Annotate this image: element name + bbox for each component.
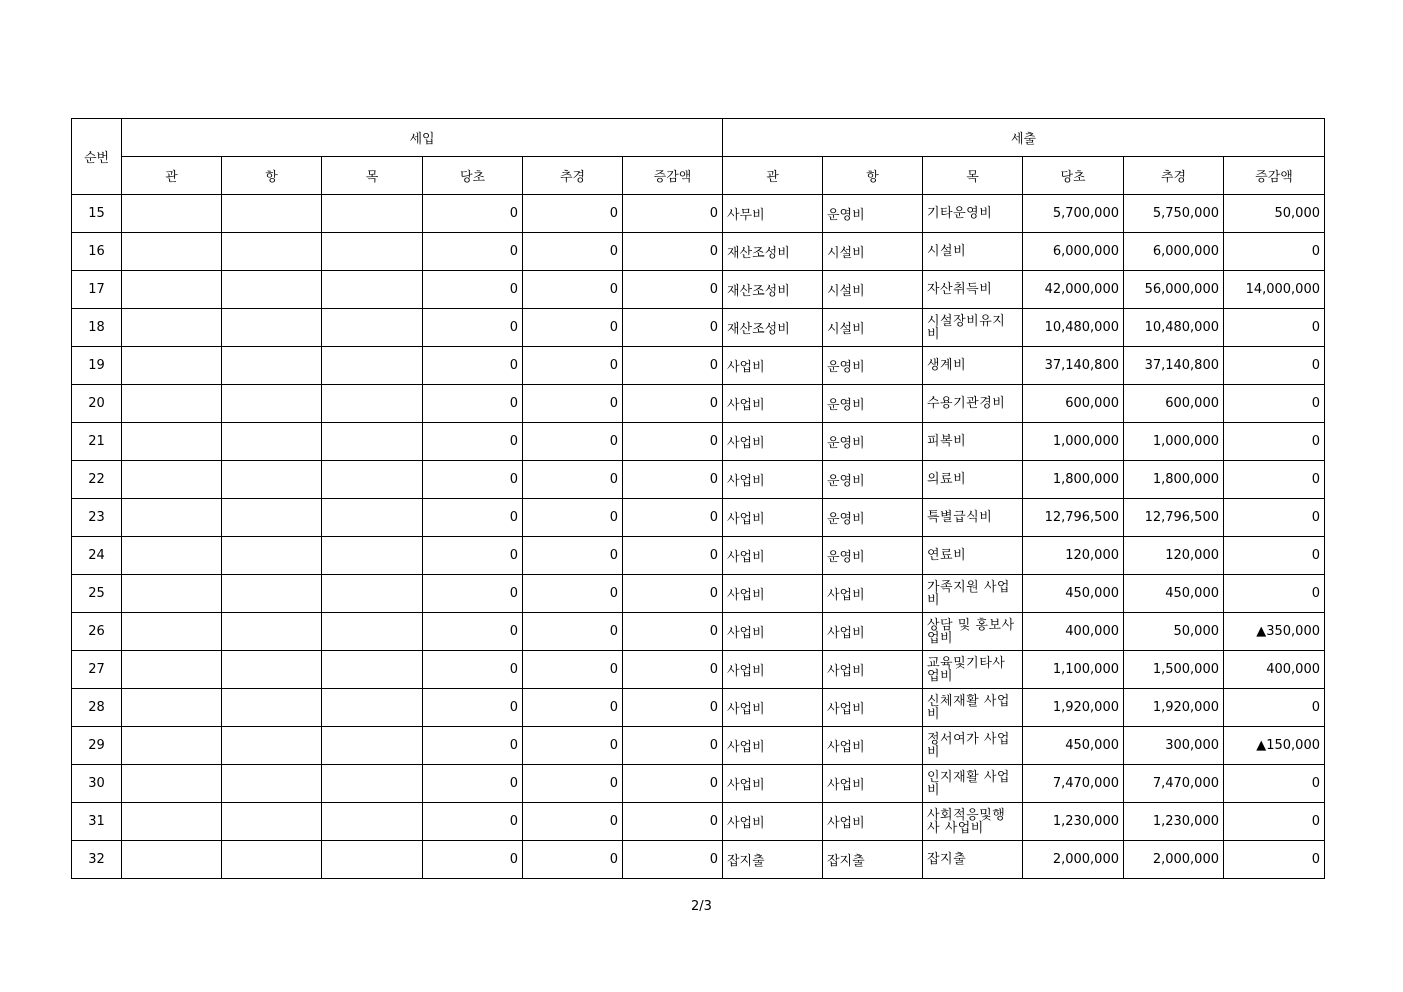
table-row <box>72 765 1325 803</box>
cell-expense-initial: 42,000,000 <box>1023 271 1124 309</box>
cell-expense-initial: 1,920,000 <box>1023 689 1124 727</box>
cell-expense-revised: 1,920,000 <box>1124 689 1224 727</box>
cell-income-hang <box>222 841 322 879</box>
cell-income-gwan <box>122 461 222 499</box>
cell-expense-initial: 12,796,500 <box>1023 499 1124 537</box>
cell-expense-diff: 50,000 <box>1224 195 1325 233</box>
cell-income-gwan <box>122 423 222 461</box>
cell-expense-gwan: 사업비 <box>723 385 823 423</box>
cell-expense-revised: 6,000,000 <box>1124 233 1224 271</box>
cell-seq: 15 <box>72 195 122 233</box>
cell-expense-initial: 600,000 <box>1023 385 1124 423</box>
cell-income-revised: 0 <box>523 537 623 575</box>
cell-income-gwan <box>122 233 222 271</box>
cell-expense-gwan: 사업비 <box>723 803 823 841</box>
cell-expense-gwan: 사업비 <box>723 575 823 613</box>
cell-income-diff: 0 <box>623 385 723 423</box>
cell-expense-initial: 450,000 <box>1023 575 1124 613</box>
cell-income-initial: 0 <box>423 651 523 689</box>
header-seq: 순번 <box>72 119 122 195</box>
cell-income-gwan <box>122 537 222 575</box>
cell-expense-gwan: 사업비 <box>723 537 823 575</box>
cell-seq: 16 <box>72 233 122 271</box>
cell-income-initial: 0 <box>423 347 523 385</box>
cell-income-mok <box>322 689 423 727</box>
cell-income-diff: 0 <box>623 537 723 575</box>
cell-income-diff: 0 <box>623 233 723 271</box>
cell-income-mok <box>322 233 423 271</box>
cell-expense-mok: 상담 및 홍보사업비 <box>923 613 1023 651</box>
cell-income-revised: 0 <box>523 233 623 271</box>
cell-expense-hang: 운영비 <box>823 347 923 385</box>
cell-expense-gwan: 잡지출 <box>723 841 823 879</box>
cell-seq: 18 <box>72 309 122 347</box>
cell-expense-diff: 0 <box>1224 309 1325 347</box>
cell-expense-revised: 600,000 <box>1124 385 1224 423</box>
budget-table <box>71 118 1325 879</box>
table-row <box>72 651 1325 689</box>
cell-expense-gwan: 사업비 <box>723 461 823 499</box>
cell-income-gwan <box>122 765 222 803</box>
cell-seq: 31 <box>72 803 122 841</box>
cell-expense-mok: 피복비 <box>923 423 1023 461</box>
cell-expense-revised: 10,480,000 <box>1124 309 1224 347</box>
header-expense-hang: 항 <box>823 157 923 195</box>
cell-income-mok <box>322 765 423 803</box>
cell-expense-mok: 정서여가 사업비 <box>923 727 1023 765</box>
cell-income-hang <box>222 537 322 575</box>
cell-expense-revised: 1,500,000 <box>1124 651 1224 689</box>
cell-income-mok <box>322 385 423 423</box>
cell-seq: 24 <box>72 537 122 575</box>
cell-income-hang <box>222 461 322 499</box>
cell-income-revised: 0 <box>523 765 623 803</box>
cell-income-gwan <box>122 651 222 689</box>
cell-income-hang <box>222 803 322 841</box>
cell-expense-gwan: 사업비 <box>723 689 823 727</box>
cell-expense-initial: 7,470,000 <box>1023 765 1124 803</box>
cell-expense-hang: 사업비 <box>823 575 923 613</box>
cell-income-revised: 0 <box>523 385 623 423</box>
cell-income-hang <box>222 233 322 271</box>
cell-expense-revised: 120,000 <box>1124 537 1224 575</box>
cell-expense-revised: 7,470,000 <box>1124 765 1224 803</box>
cell-seq: 29 <box>72 727 122 765</box>
cell-income-diff: 0 <box>623 575 723 613</box>
cell-seq: 23 <box>72 499 122 537</box>
cell-expense-initial: 1,000,000 <box>1023 423 1124 461</box>
cell-income-revised: 0 <box>523 689 623 727</box>
header-expense-group: 세출 <box>723 119 1325 157</box>
cell-expense-hang: 운영비 <box>823 195 923 233</box>
cell-income-initial: 0 <box>423 689 523 727</box>
cell-expense-mok: 가족지원 사업비 <box>923 575 1023 613</box>
table-row <box>72 195 1325 233</box>
cell-expense-gwan: 재산조성비 <box>723 271 823 309</box>
cell-income-initial: 0 <box>423 233 523 271</box>
cell-expense-hang: 운영비 <box>823 499 923 537</box>
cell-expense-diff: 0 <box>1224 841 1325 879</box>
cell-expense-diff: 0 <box>1224 385 1325 423</box>
header-income-group: 세입 <box>122 119 723 157</box>
cell-expense-initial: 37,140,800 <box>1023 347 1124 385</box>
cell-expense-revised: 5,750,000 <box>1124 195 1224 233</box>
cell-expense-revised: 450,000 <box>1124 575 1224 613</box>
cell-income-hang <box>222 765 322 803</box>
cell-income-mok <box>322 423 423 461</box>
cell-income-initial: 0 <box>423 309 523 347</box>
cell-expense-mok: 시설장비유지비 <box>923 309 1023 347</box>
cell-expense-initial: 2,000,000 <box>1023 841 1124 879</box>
table-row <box>72 347 1325 385</box>
cell-expense-mok: 자산취득비 <box>923 271 1023 309</box>
cell-expense-initial: 10,480,000 <box>1023 309 1124 347</box>
cell-income-diff: 0 <box>623 347 723 385</box>
header-row-groups <box>72 119 1325 157</box>
table-row <box>72 727 1325 765</box>
header-row-columns <box>72 157 1325 195</box>
cell-expense-gwan: 사업비 <box>723 651 823 689</box>
header-income-mok: 목 <box>322 157 423 195</box>
cell-expense-gwan: 사업비 <box>723 347 823 385</box>
table-row <box>72 461 1325 499</box>
cell-expense-mok: 수용기관경비 <box>923 385 1023 423</box>
cell-expense-diff: ▲350,000 <box>1224 613 1325 651</box>
cell-income-hang <box>222 347 322 385</box>
cell-seq: 20 <box>72 385 122 423</box>
cell-income-gwan <box>122 613 222 651</box>
cell-income-initial: 0 <box>423 613 523 651</box>
cell-expense-revised: 56,000,000 <box>1124 271 1224 309</box>
cell-seq: 28 <box>72 689 122 727</box>
cell-expense-gwan: 사업비 <box>723 613 823 651</box>
cell-income-diff: 0 <box>623 195 723 233</box>
cell-income-diff: 0 <box>623 309 723 347</box>
cell-seq: 19 <box>72 347 122 385</box>
cell-income-mok <box>322 195 423 233</box>
cell-expense-hang: 시설비 <box>823 309 923 347</box>
cell-income-gwan <box>122 385 222 423</box>
cell-seq: 25 <box>72 575 122 613</box>
cell-expense-initial: 400,000 <box>1023 613 1124 651</box>
cell-income-mok <box>322 727 423 765</box>
cell-expense-gwan: 사업비 <box>723 765 823 803</box>
cell-income-diff: 0 <box>623 727 723 765</box>
cell-income-revised: 0 <box>523 803 623 841</box>
cell-income-gwan <box>122 309 222 347</box>
cell-income-initial: 0 <box>423 499 523 537</box>
cell-income-revised: 0 <box>523 347 623 385</box>
cell-income-diff: 0 <box>623 651 723 689</box>
cell-expense-revised: 1,800,000 <box>1124 461 1224 499</box>
cell-expense-revised: 1,000,000 <box>1124 423 1224 461</box>
header-expense-initial: 당초 <box>1023 157 1124 195</box>
cell-income-diff: 0 <box>623 689 723 727</box>
table-row <box>72 309 1325 347</box>
cell-expense-revised: 1,230,000 <box>1124 803 1224 841</box>
cell-expense-revised: 12,796,500 <box>1124 499 1224 537</box>
cell-seq: 17 <box>72 271 122 309</box>
header-expense-diff: 증감액 <box>1224 157 1325 195</box>
cell-expense-hang: 사업비 <box>823 765 923 803</box>
cell-expense-diff: 0 <box>1224 803 1325 841</box>
cell-income-hang <box>222 727 322 765</box>
table-row <box>72 575 1325 613</box>
cell-income-initial: 0 <box>423 537 523 575</box>
cell-expense-diff: ▲150,000 <box>1224 727 1325 765</box>
cell-expense-diff: 0 <box>1224 765 1325 803</box>
cell-income-hang <box>222 309 322 347</box>
cell-income-gwan <box>122 271 222 309</box>
cell-income-mok <box>322 537 423 575</box>
cell-income-revised: 0 <box>523 841 623 879</box>
cell-expense-hang: 사업비 <box>823 803 923 841</box>
cell-expense-diff: 0 <box>1224 689 1325 727</box>
cell-expense-diff: 0 <box>1224 423 1325 461</box>
table-row <box>72 271 1325 309</box>
cell-expense-hang: 잡지출 <box>823 841 923 879</box>
cell-expense-diff: 0 <box>1224 575 1325 613</box>
cell-income-diff: 0 <box>623 499 723 537</box>
cell-income-diff: 0 <box>623 841 723 879</box>
cell-income-diff: 0 <box>623 271 723 309</box>
table-row <box>72 613 1325 651</box>
cell-expense-hang: 사업비 <box>823 651 923 689</box>
cell-income-initial: 0 <box>423 461 523 499</box>
cell-income-gwan <box>122 689 222 727</box>
cell-expense-mok: 인지재활 사업비 <box>923 765 1023 803</box>
cell-seq: 22 <box>72 461 122 499</box>
cell-expense-initial: 5,700,000 <box>1023 195 1124 233</box>
cell-income-revised: 0 <box>523 651 623 689</box>
cell-income-diff: 0 <box>623 613 723 651</box>
cell-income-revised: 0 <box>523 423 623 461</box>
cell-income-initial: 0 <box>423 727 523 765</box>
cell-income-revised: 0 <box>523 195 623 233</box>
cell-income-hang <box>222 271 322 309</box>
cell-income-hang <box>222 613 322 651</box>
cell-income-diff: 0 <box>623 765 723 803</box>
cell-income-gwan <box>122 575 222 613</box>
cell-income-mok <box>322 347 423 385</box>
cell-expense-diff: 14,000,000 <box>1224 271 1325 309</box>
cell-income-initial: 0 <box>423 575 523 613</box>
cell-income-initial: 0 <box>423 271 523 309</box>
cell-expense-mok: 시설비 <box>923 233 1023 271</box>
cell-expense-gwan: 사무비 <box>723 195 823 233</box>
cell-expense-initial: 1,230,000 <box>1023 803 1124 841</box>
cell-expense-diff: 0 <box>1224 537 1325 575</box>
cell-expense-hang: 운영비 <box>823 537 923 575</box>
cell-expense-mok: 잡지출 <box>923 841 1023 879</box>
cell-expense-diff: 0 <box>1224 461 1325 499</box>
cell-income-revised: 0 <box>523 575 623 613</box>
cell-expense-diff: 0 <box>1224 499 1325 537</box>
cell-expense-diff: 400,000 <box>1224 651 1325 689</box>
cell-income-gwan <box>122 347 222 385</box>
cell-income-mok <box>322 613 423 651</box>
table-row <box>72 233 1325 271</box>
cell-expense-initial: 1,800,000 <box>1023 461 1124 499</box>
cell-expense-hang: 운영비 <box>823 385 923 423</box>
cell-seq: 30 <box>72 765 122 803</box>
cell-income-initial: 0 <box>423 841 523 879</box>
cell-income-mok <box>322 309 423 347</box>
cell-expense-revised: 2,000,000 <box>1124 841 1224 879</box>
cell-expense-gwan: 사업비 <box>723 423 823 461</box>
header-expense-mok: 목 <box>923 157 1023 195</box>
cell-income-initial: 0 <box>423 385 523 423</box>
cell-income-hang <box>222 499 322 537</box>
cell-expense-mok: 신체재활 사업비 <box>923 689 1023 727</box>
cell-income-hang <box>222 195 322 233</box>
cell-income-hang <box>222 423 322 461</box>
cell-income-gwan <box>122 499 222 537</box>
cell-income-mok <box>322 461 423 499</box>
cell-income-gwan <box>122 727 222 765</box>
cell-income-hang <box>222 651 322 689</box>
header-income-revised: 추경 <box>523 157 623 195</box>
cell-expense-hang: 사업비 <box>823 689 923 727</box>
header-expense-revised: 추경 <box>1124 157 1224 195</box>
cell-income-mok <box>322 575 423 613</box>
cell-income-hang <box>222 385 322 423</box>
cell-income-initial: 0 <box>423 423 523 461</box>
cell-expense-mok: 기타운영비 <box>923 195 1023 233</box>
cell-expense-initial: 1,100,000 <box>1023 651 1124 689</box>
cell-expense-gwan: 재산조성비 <box>723 233 823 271</box>
table-row <box>72 423 1325 461</box>
cell-income-mok <box>322 499 423 537</box>
cell-expense-diff: 0 <box>1224 347 1325 385</box>
cell-expense-hang: 시설비 <box>823 271 923 309</box>
cell-expense-hang: 운영비 <box>823 461 923 499</box>
cell-income-revised: 0 <box>523 271 623 309</box>
cell-expense-initial: 120,000 <box>1023 537 1124 575</box>
cell-seq: 32 <box>72 841 122 879</box>
cell-expense-revised: 50,000 <box>1124 613 1224 651</box>
header-income-initial: 당초 <box>423 157 523 195</box>
cell-expense-gwan: 사업비 <box>723 727 823 765</box>
cell-expense-diff: 0 <box>1224 233 1325 271</box>
cell-expense-initial: 6,000,000 <box>1023 233 1124 271</box>
cell-income-diff: 0 <box>623 803 723 841</box>
cell-expense-hang: 사업비 <box>823 727 923 765</box>
cell-expense-hang: 사업비 <box>823 613 923 651</box>
cell-income-revised: 0 <box>523 461 623 499</box>
cell-income-hang <box>222 689 322 727</box>
cell-expense-revised: 300,000 <box>1124 727 1224 765</box>
cell-expense-mok: 사회적응및행사 사업비 <box>923 803 1023 841</box>
table-row <box>72 803 1325 841</box>
cell-income-initial: 0 <box>423 765 523 803</box>
cell-income-hang <box>222 575 322 613</box>
cell-expense-mok: 연료비 <box>923 537 1023 575</box>
cell-income-mok <box>322 651 423 689</box>
cell-income-mok <box>322 841 423 879</box>
header-expense-gwan: 관 <box>723 157 823 195</box>
cell-expense-revised: 37,140,800 <box>1124 347 1224 385</box>
cell-income-mok <box>322 803 423 841</box>
table-row <box>72 385 1325 423</box>
cell-expense-mok: 의료비 <box>923 461 1023 499</box>
cell-expense-initial: 450,000 <box>1023 727 1124 765</box>
cell-income-initial: 0 <box>423 195 523 233</box>
cell-expense-gwan: 사업비 <box>723 499 823 537</box>
cell-income-revised: 0 <box>523 613 623 651</box>
header-income-diff: 증감액 <box>623 157 723 195</box>
cell-seq: 27 <box>72 651 122 689</box>
cell-income-revised: 0 <box>523 727 623 765</box>
cell-income-gwan <box>122 195 222 233</box>
table-row <box>72 499 1325 537</box>
page-number: 2/3 <box>691 899 712 914</box>
cell-expense-mok: 교육및기타사업비 <box>923 651 1023 689</box>
cell-income-diff: 0 <box>623 423 723 461</box>
cell-income-revised: 0 <box>523 309 623 347</box>
header-income-gwan: 관 <box>122 157 222 195</box>
cell-income-initial: 0 <box>423 803 523 841</box>
cell-expense-mok: 생계비 <box>923 347 1023 385</box>
cell-income-mok <box>322 271 423 309</box>
table-body <box>72 195 1325 879</box>
cell-expense-hang: 시설비 <box>823 233 923 271</box>
cell-income-revised: 0 <box>523 499 623 537</box>
header-income-hang: 항 <box>222 157 322 195</box>
cell-expense-mok: 특별급식비 <box>923 499 1023 537</box>
cell-income-gwan <box>122 841 222 879</box>
cell-income-diff: 0 <box>623 461 723 499</box>
cell-income-gwan <box>122 803 222 841</box>
table-row <box>72 689 1325 727</box>
cell-seq: 26 <box>72 613 122 651</box>
table-row <box>72 841 1325 879</box>
table-row <box>72 537 1325 575</box>
cell-expense-gwan: 재산조성비 <box>723 309 823 347</box>
cell-seq: 21 <box>72 423 122 461</box>
cell-expense-hang: 운영비 <box>823 423 923 461</box>
